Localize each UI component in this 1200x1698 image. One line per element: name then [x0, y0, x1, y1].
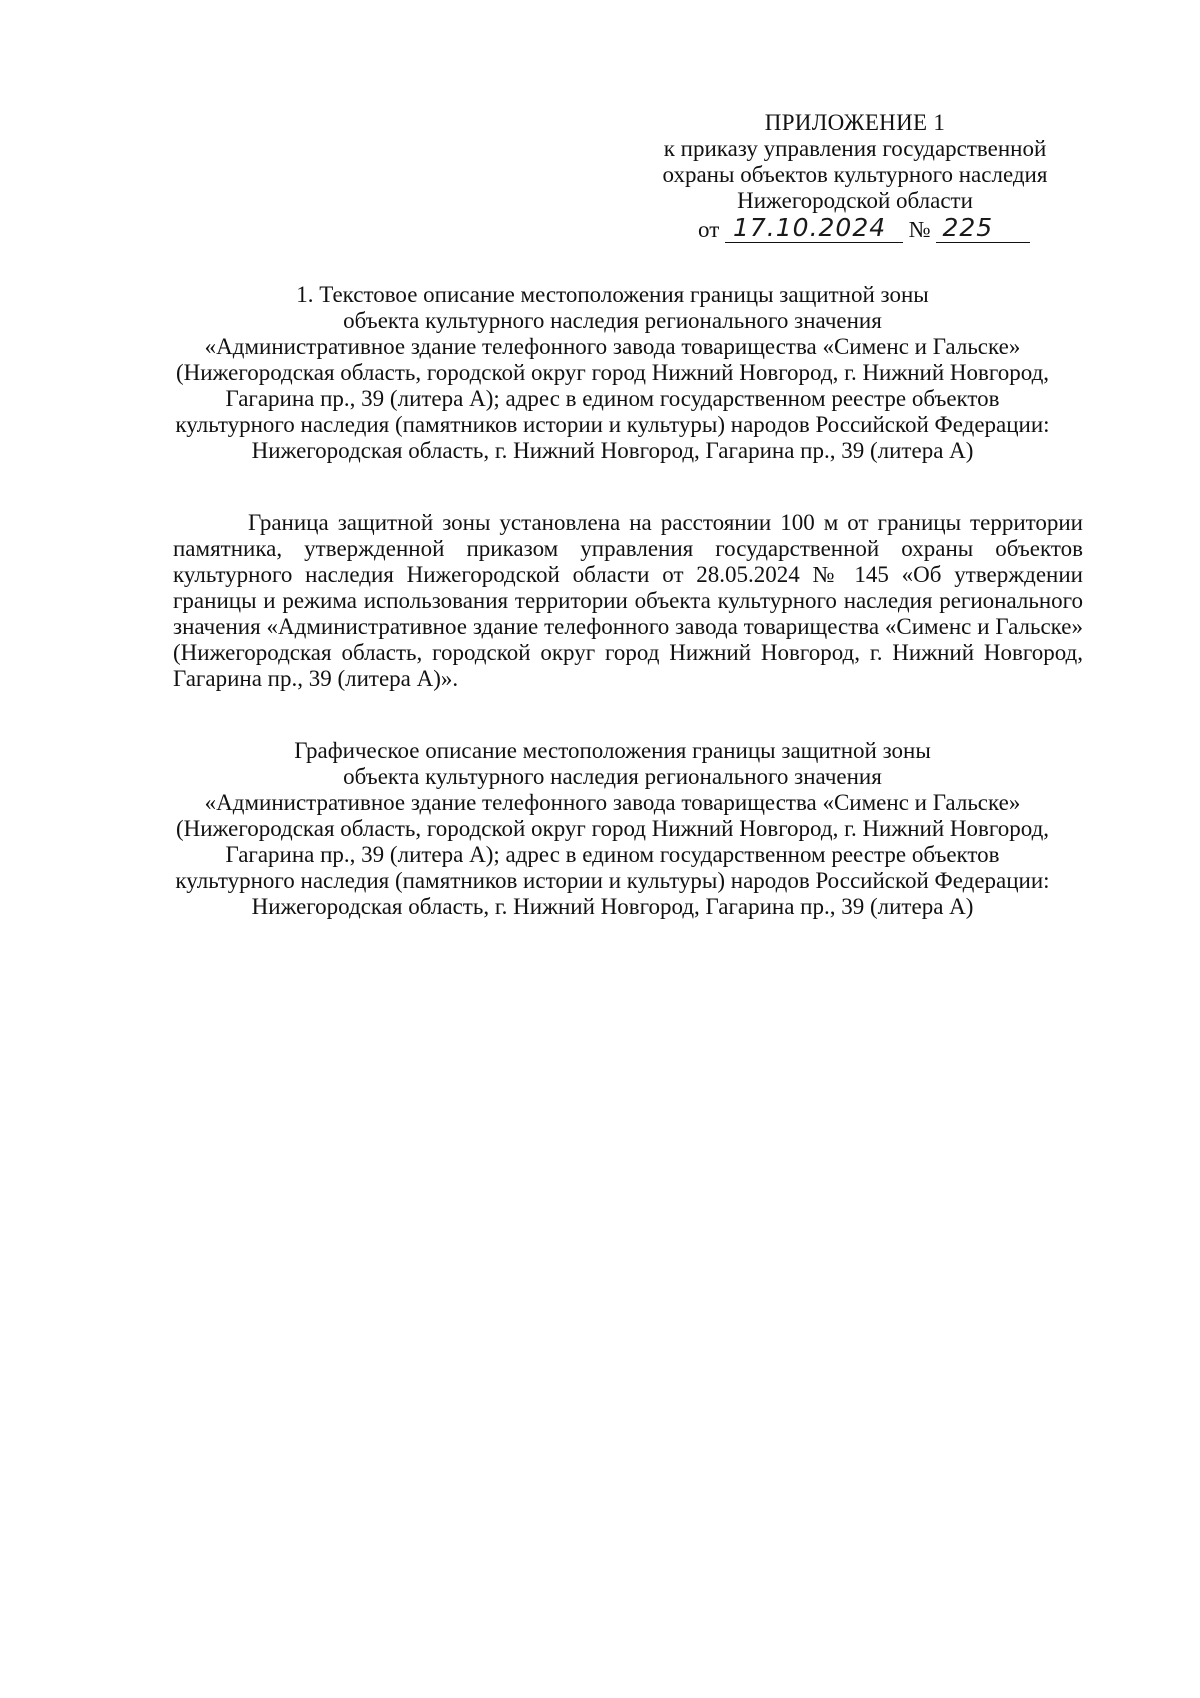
handwritten-number: 225 — [936, 214, 1030, 243]
heading-line: Графическое описание местоположения границы защитной зоны — [294, 738, 931, 763]
heading-line: Нижегородская область, г. Нижний Новгород, Гагарина пр., 39 (литера А) — [251, 438, 974, 463]
appendix-line: Нижегородской области — [737, 188, 973, 213]
order-reference — [620, 214, 1090, 244]
appendix-title: ПРИЛОЖЕНИЕ 1 — [764, 110, 946, 135]
heading-line: объекта культурного наследия регионального значения — [343, 308, 882, 333]
handwritten-date: 17.10.2024 — [725, 214, 903, 243]
number-label: № — [908, 217, 931, 242]
heading-line: Гагарина пр., 39 (литера А); адрес в едином государственном реестре объектов — [225, 386, 1000, 411]
section-graphic-description-heading — [140, 738, 1085, 920]
heading-line: культурного наследия (памятников истории и культуры) народов Российской Федерации: — [175, 412, 1050, 437]
heading-line: (Нижегородская область, городской округ город Нижний Новгород, г. Нижний Новгород, — [175, 816, 1050, 841]
section-text-description-heading — [140, 282, 1085, 464]
appendix-header — [620, 110, 1090, 244]
heading-line: Нижегородская область, г. Нижний Новгород, Гагарина пр., 39 (литера А) — [251, 894, 974, 919]
heading-line: объекта культурного наследия регионального значения — [343, 764, 882, 789]
boundary-paragraph: Граница защитной зоны установлена на расстоянии 100 м от границы территории памятника, утвержденной приказом управления государственной охраны объектов культурного наследия Нижегородской области от 28.05.2024 № 145 «Об утверждении границы и режима использования территории объекта культурного наследия регионального значения «Административное здание телефонного завода товарищества «Сименс и Гальске» (Нижегородская область, городской округ город Нижний Новгород, г. Нижний Новгород, Гагарина пр., 39 (литера А)». — [173, 510, 1083, 691]
from-label: от — [698, 217, 720, 242]
appendix-line: к приказу управления государственной — [663, 136, 1047, 161]
heading-line: 1. Текстовое описание местоположения границы защитной зоны — [296, 282, 929, 307]
heading-line: «Административное здание телефонного завода товарищества «Сименс и Гальске» — [204, 334, 1021, 359]
appendix-line: охраны объектов культурного наследия — [662, 162, 1048, 187]
heading-line: «Административное здание телефонного завода товарищества «Сименс и Гальске» — [204, 790, 1021, 815]
heading-line: (Нижегородская область, городской округ город Нижний Новгород, г. Нижний Новгород, — [175, 360, 1050, 385]
heading-line: Гагарина пр., 39 (литера А); адрес в едином государственном реестре объектов — [225, 842, 1000, 867]
heading-line: культурного наследия (памятников истории и культуры) народов Российской Федерации: — [175, 868, 1050, 893]
